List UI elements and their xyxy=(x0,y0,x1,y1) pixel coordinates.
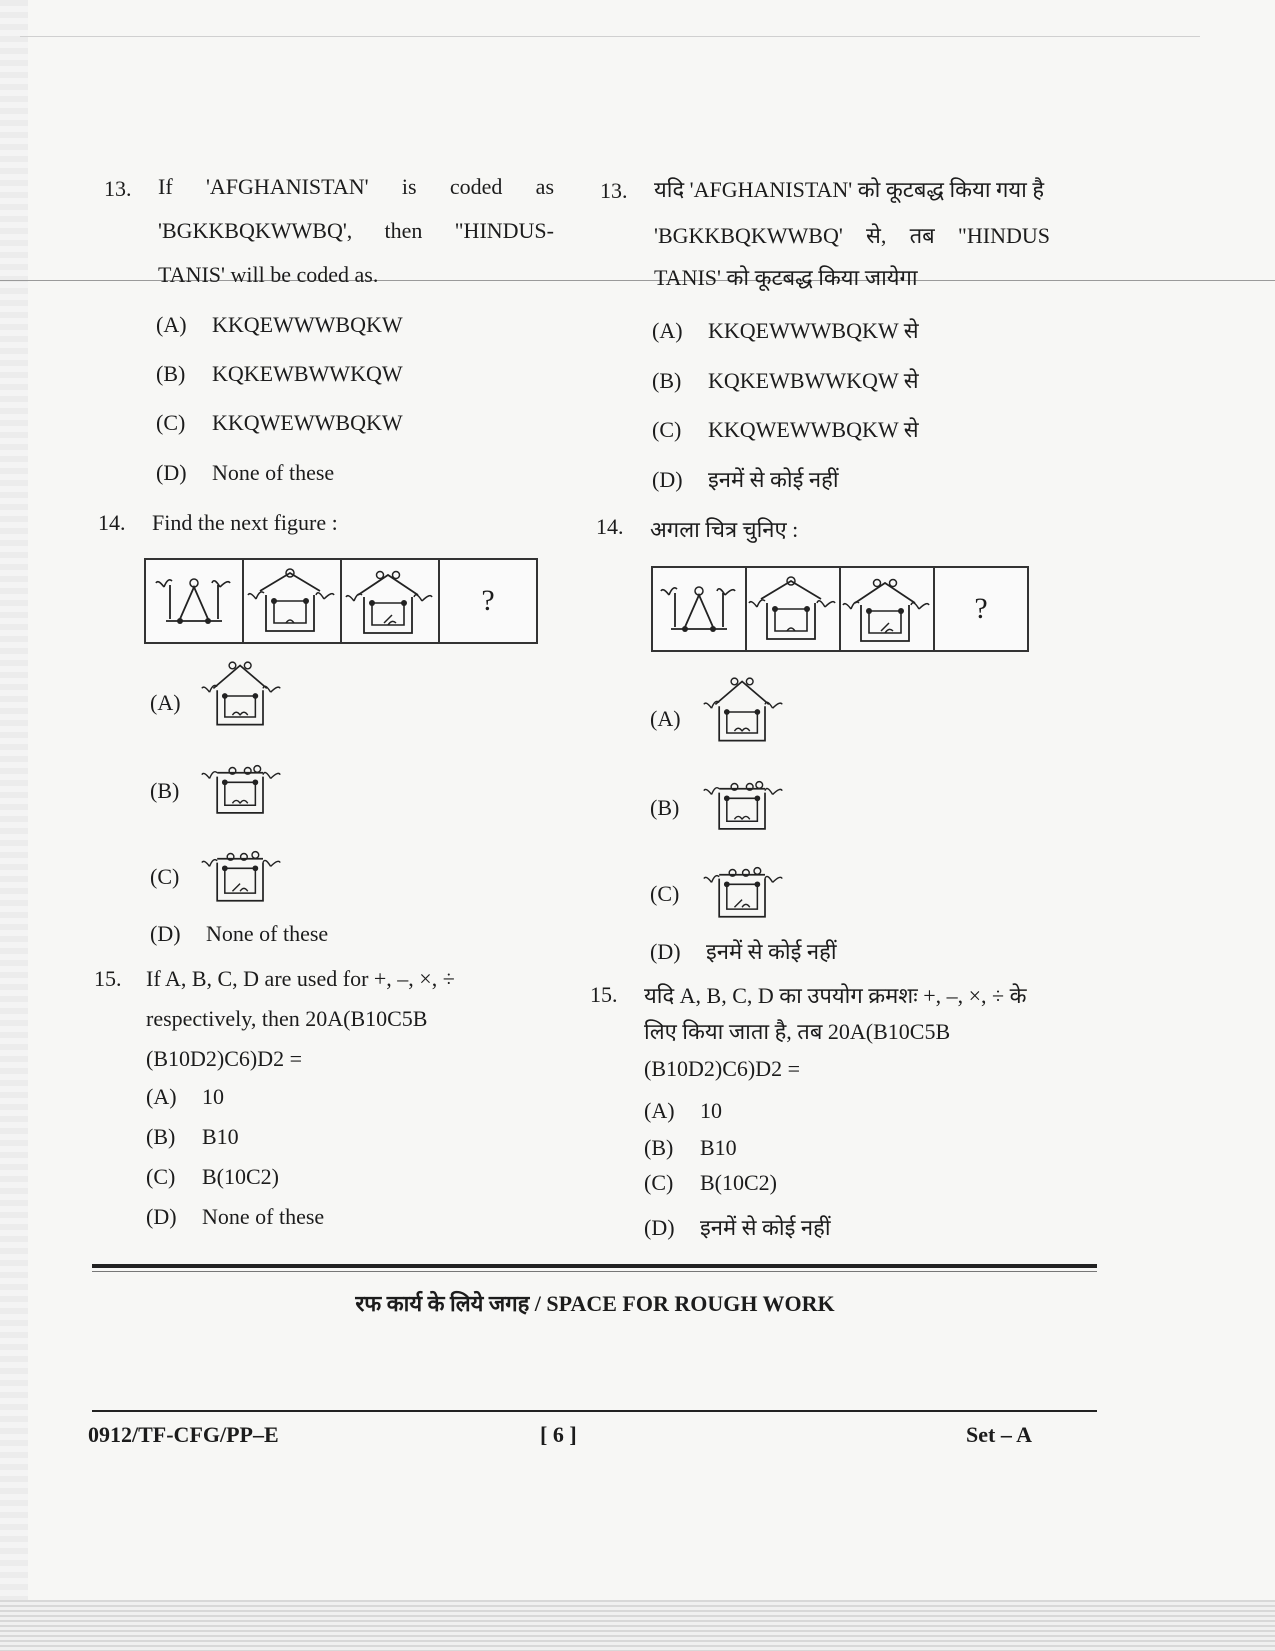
sequence-figure-3 xyxy=(841,568,935,650)
question-stem: Find the next figure : xyxy=(152,510,338,535)
question-line: (B10D2)C6)D2 = xyxy=(644,1056,801,1081)
option-label: (D) xyxy=(652,467,683,492)
question-number: 15. xyxy=(590,982,618,1007)
option-label: (A) xyxy=(650,706,681,731)
sequence-figure-2 xyxy=(747,568,841,650)
option-c[interactable] xyxy=(652,414,919,444)
option-text: None of these xyxy=(206,921,329,946)
question-line: 'BGKKBQKWWBQ' से, तब "HINDUS xyxy=(654,223,1050,248)
question-number: 14. xyxy=(596,514,624,539)
option-label: (A) xyxy=(156,312,187,337)
sequence-figure-2 xyxy=(244,560,342,642)
option-d[interactable] xyxy=(644,1212,831,1242)
page-number: [ 6 ] xyxy=(540,1422,577,1447)
option-text: KQKEWBWWKQW xyxy=(212,361,403,386)
option-b[interactable] xyxy=(150,778,206,804)
rough-work-rule-thin xyxy=(92,1271,1097,1272)
sequence-figure-1 xyxy=(146,560,244,642)
question-line: If 'AFGHANISTAN' is coded as xyxy=(158,174,554,199)
question-line: (B10D2)C6)D2 = xyxy=(146,1046,303,1071)
paper-code: 0912/TF-CFG/PP–E xyxy=(88,1422,279,1447)
option-text: None of these xyxy=(212,460,335,485)
question-line: respectively, then 20A(B10C5B xyxy=(146,1006,428,1031)
option-a[interactable] xyxy=(652,315,919,345)
option-text: B10 xyxy=(202,1124,239,1149)
question-number: 13. xyxy=(104,176,132,201)
question-number: 15. xyxy=(94,966,122,991)
question-line: 'BGKKBQKWWBQ', then "HINDUS- xyxy=(158,218,554,243)
option-d[interactable] xyxy=(156,460,334,486)
question-line: TANIS' को कूटबद्ध किया जायेगा xyxy=(654,265,918,290)
option-b[interactable] xyxy=(156,361,403,387)
option-a-figure[interactable] xyxy=(200,660,284,732)
scan-edge xyxy=(0,0,28,1651)
option-text: None of these xyxy=(202,1204,325,1229)
option-d[interactable] xyxy=(146,1204,324,1230)
option-b[interactable] xyxy=(650,795,706,821)
option-label: (B) xyxy=(650,795,680,820)
option-label: (B) xyxy=(644,1135,674,1160)
option-text: KKQWEWWBQKW xyxy=(212,410,403,435)
option-b[interactable] xyxy=(644,1135,737,1161)
question-line: यदि A, B, C, D का उपयोग क्रमशः +, –, ×, ÷ के xyxy=(644,983,1027,1008)
option-label: (C) xyxy=(156,410,186,435)
option-label: (C) xyxy=(150,864,180,889)
scan-bottom-edge xyxy=(0,1600,1275,1651)
option-label: (C) xyxy=(652,417,682,442)
question-number: 13. xyxy=(600,178,628,203)
figure-sequence xyxy=(144,558,538,644)
option-text: KKQWEWWBQKW से xyxy=(708,417,919,442)
sequence-question-mark: ? xyxy=(481,584,495,617)
option-b[interactable] xyxy=(652,365,919,395)
option-text: KQKEWBWWKQW से xyxy=(708,368,919,393)
option-label: (D) xyxy=(650,939,681,964)
option-label: (C) xyxy=(644,1170,674,1195)
question-stem: अगला चित्र चुनिए : xyxy=(650,517,799,542)
rough-work-rule-thick xyxy=(92,1264,1097,1268)
option-label: (D) xyxy=(150,921,181,946)
option-c[interactable] xyxy=(650,881,706,907)
option-d[interactable] xyxy=(150,921,328,947)
option-b-figure[interactable] xyxy=(702,772,786,838)
option-text: इनमें से कोई नहीं xyxy=(708,467,839,492)
option-label: (D) xyxy=(644,1215,675,1240)
set-label: Set – A xyxy=(966,1422,1032,1447)
option-label: (A) xyxy=(146,1084,177,1109)
option-text: इनमें से कोई नहीं xyxy=(706,939,837,964)
question-line: लिए किया जाता है, तब 20A(B10C5B xyxy=(644,1019,951,1044)
option-a[interactable] xyxy=(644,1098,722,1124)
question-number: 14. xyxy=(98,510,126,535)
option-a[interactable] xyxy=(150,690,206,716)
option-text: B(10C2) xyxy=(700,1170,777,1195)
option-c-figure[interactable] xyxy=(702,858,786,924)
option-d[interactable] xyxy=(650,936,837,966)
option-c-figure[interactable] xyxy=(200,842,284,908)
question-line: If A, B, C, D are used for +, –, ×, ÷ xyxy=(146,966,455,991)
sequence-figure-1 xyxy=(653,568,747,650)
option-label: (B) xyxy=(652,368,682,393)
option-label: (A) xyxy=(644,1098,675,1123)
option-text: KKQEWWWBQKW से xyxy=(708,318,919,343)
rough-work-heading: रफ कार्य के लिये जगह / SPACE FOR ROUGH WORK xyxy=(355,1291,835,1316)
option-label: (B) xyxy=(146,1124,176,1149)
option-b[interactable] xyxy=(146,1124,239,1150)
option-label: (A) xyxy=(652,318,683,343)
option-c[interactable] xyxy=(156,410,403,436)
option-c[interactable] xyxy=(644,1170,777,1196)
sequence-question-mark: ? xyxy=(974,592,988,625)
figure-sequence xyxy=(651,566,1029,652)
option-label: (B) xyxy=(150,778,180,803)
option-text: B10 xyxy=(700,1135,737,1160)
option-text: B(10C2) xyxy=(202,1164,279,1189)
question-line: यदि 'AFGHANISTAN' को कूटबद्ध किया गया है xyxy=(654,177,1045,202)
option-text: KKQEWWWBQKW xyxy=(212,312,403,337)
option-d[interactable] xyxy=(652,464,839,494)
option-b-figure[interactable] xyxy=(200,756,284,822)
option-text: 10 xyxy=(202,1084,224,1109)
option-c[interactable] xyxy=(150,864,206,890)
option-a[interactable] xyxy=(146,1084,224,1110)
option-text: इनमें से कोई नहीं xyxy=(700,1215,831,1240)
page-border xyxy=(20,36,1200,37)
option-c[interactable] xyxy=(146,1164,279,1190)
option-label: (C) xyxy=(650,881,680,906)
option-a[interactable] xyxy=(650,706,706,732)
question-line: TANIS' will be coded as. xyxy=(158,262,379,287)
footer-rule xyxy=(92,1410,1097,1412)
option-label: (A) xyxy=(150,690,181,715)
option-label: (D) xyxy=(156,460,187,485)
option-a[interactable] xyxy=(156,312,403,338)
option-label: (C) xyxy=(146,1164,176,1189)
sequence-figure-3 xyxy=(342,560,440,642)
option-label: (D) xyxy=(146,1204,177,1229)
option-label: (B) xyxy=(156,361,186,386)
option-a-figure[interactable] xyxy=(702,676,786,748)
option-text: 10 xyxy=(700,1098,722,1123)
